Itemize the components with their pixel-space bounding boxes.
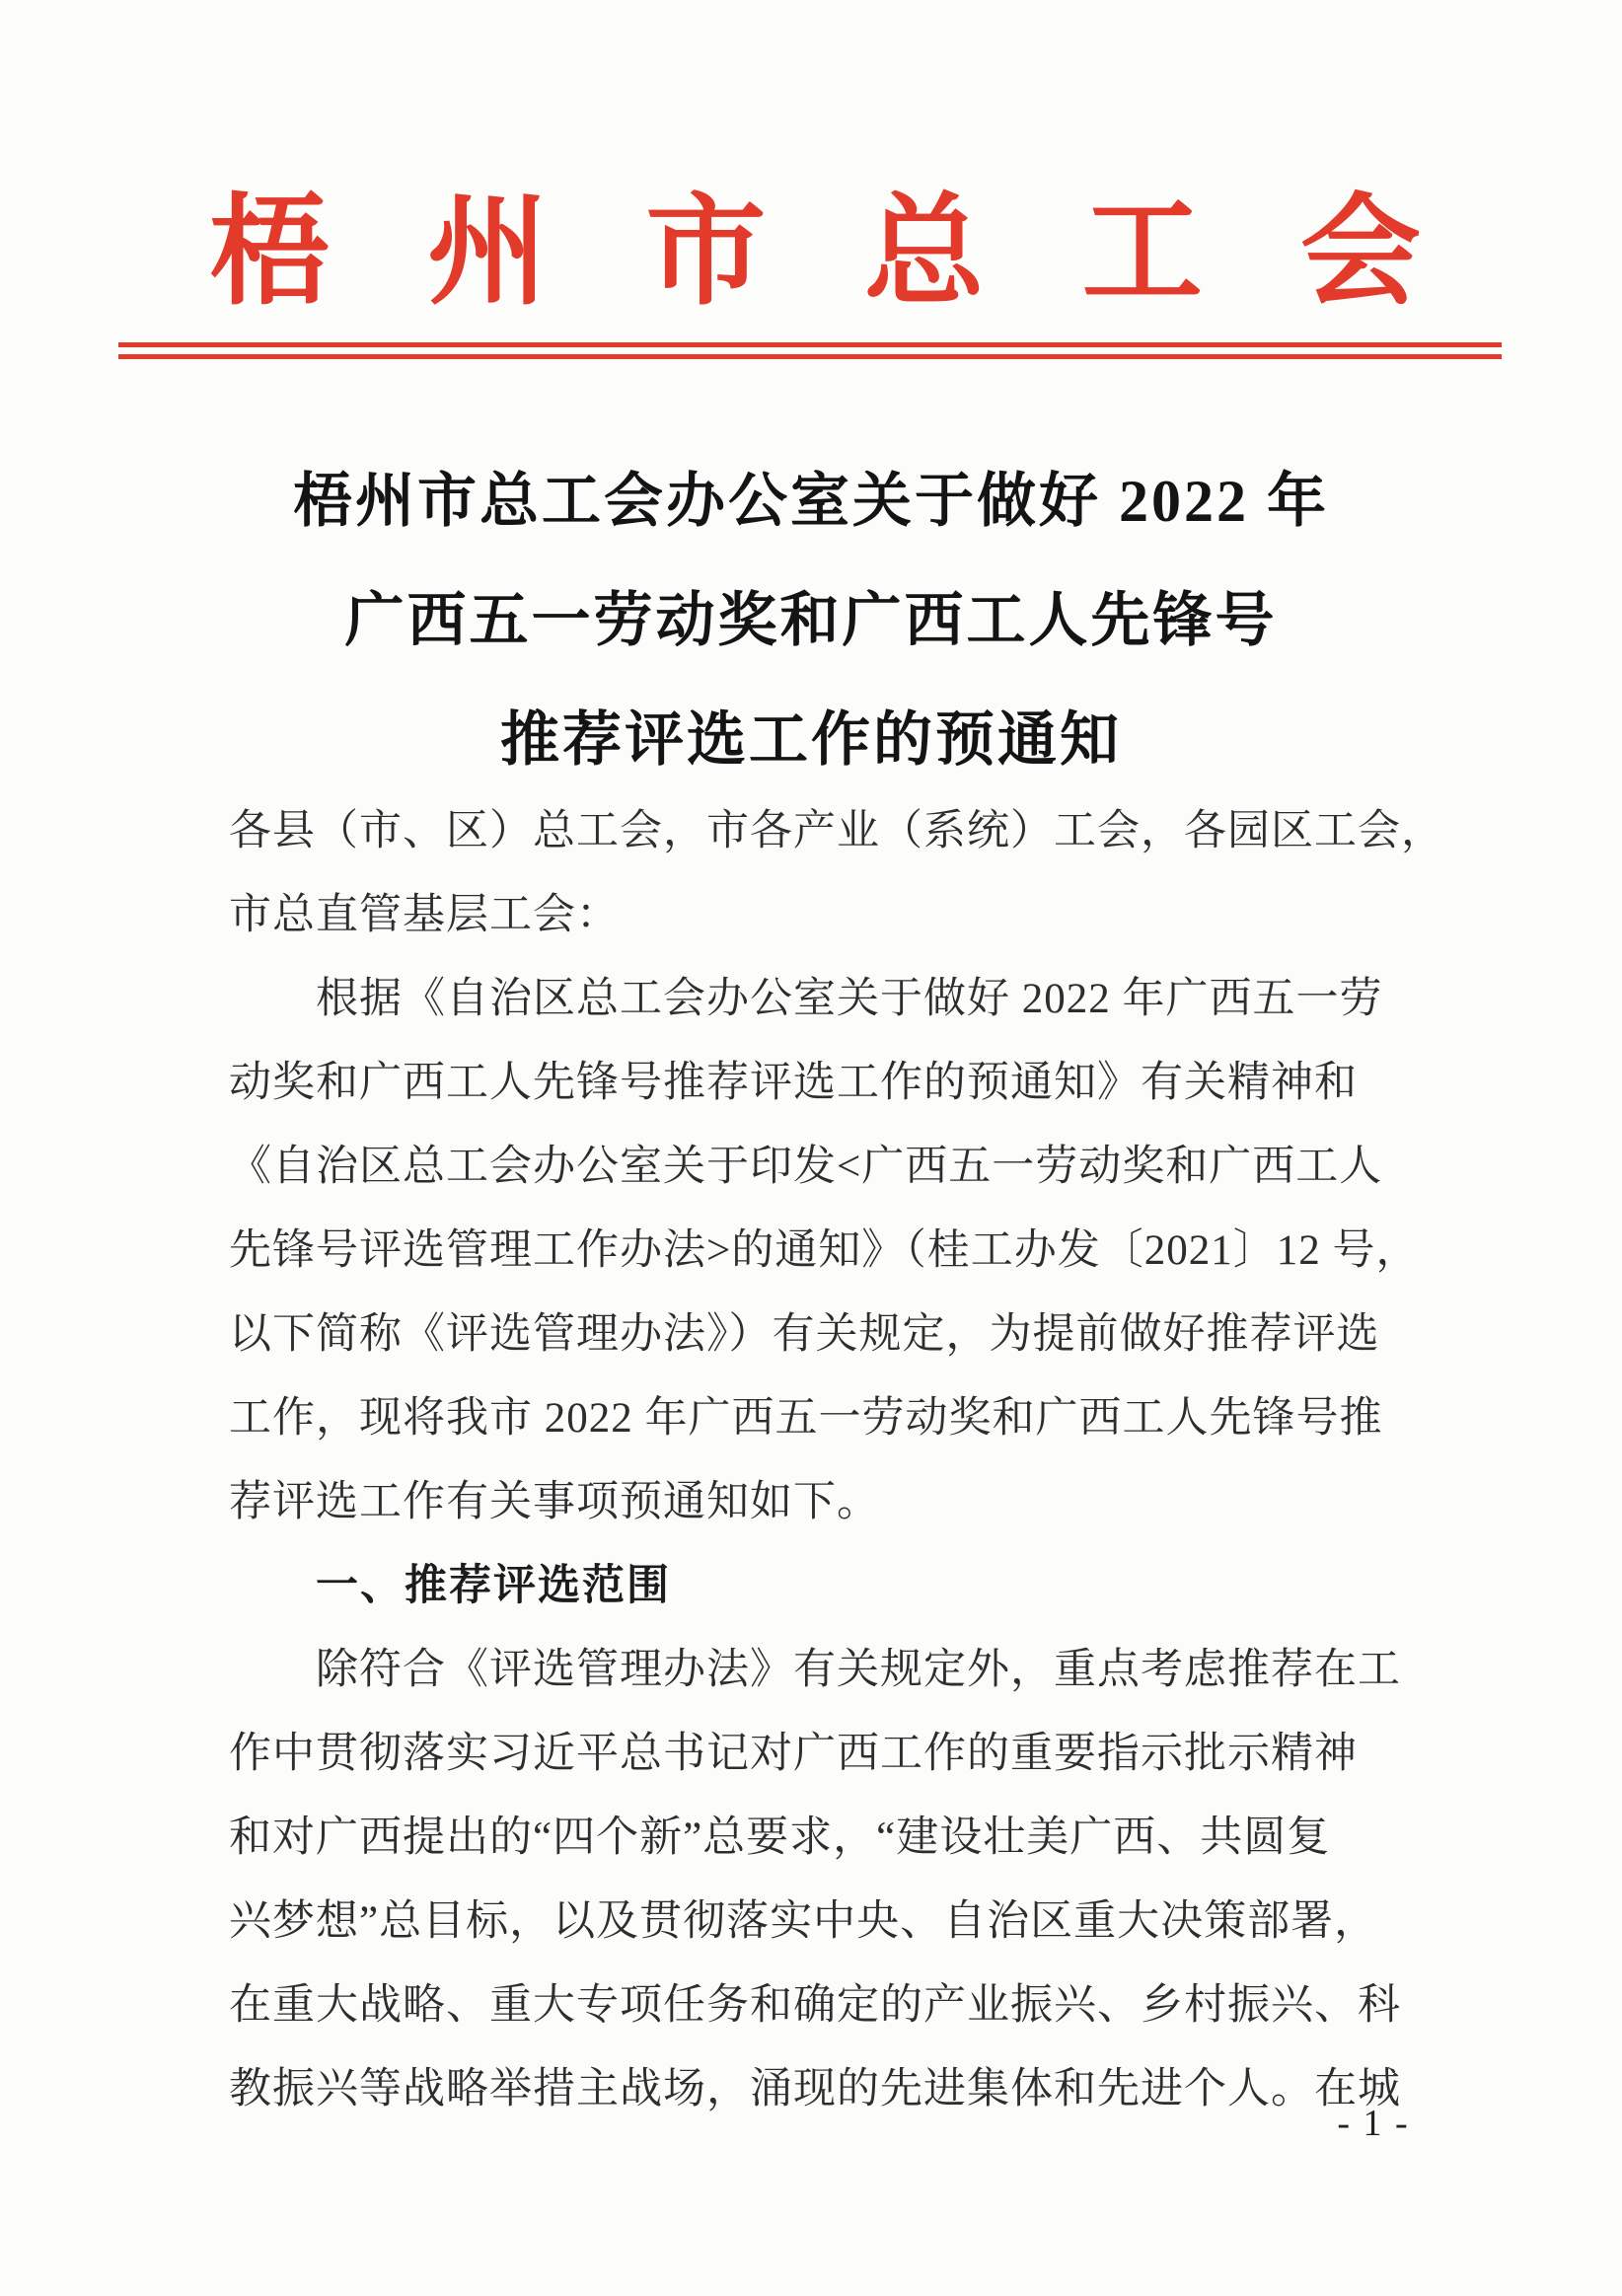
body-line: 荐评选工作有关事项预通知如下。 [229, 1479, 880, 1525]
body-line: 教振兴等战略举措主战场，涌现的先进集体和先进个人。在城 [229, 2066, 1401, 2112]
org-header-char: 总 [863, 186, 985, 320]
body-line: 和对广西提出的“四个新”总要求，“建设壮美广西、共圆复 [229, 1815, 1331, 1861]
org-header-char: 会 [1299, 186, 1421, 320]
body-line: 工作，现将我市 2022 年广西五一劳动奖和广西工人先锋号推 [229, 1395, 1383, 1442]
salutation-line: 市总直管基层工会： [229, 892, 620, 938]
org-header-char: 工 [1081, 186, 1203, 320]
document-body [229, 789, 1444, 2131]
document-title [0, 442, 1622, 800]
section-heading: 一、推荐评选范围 [316, 1562, 671, 1609]
salutation-line: 各县（市、区）总工会，市各产业（系统）工会，各园区工会， [229, 808, 1444, 854]
body-line: 在重大战略、重大专项任务和确定的产业振兴、乡村振兴、科 [229, 1982, 1401, 2029]
body-line: 以下简称《评选管理办法》）有关规定，为提前做好推荐评选 [229, 1311, 1380, 1358]
title-line: 梧州市总工会办公室关于做好 2022 年 [293, 469, 1329, 534]
body-line: 《自治区总工会办公室关于印发<广西五一劳动奖和广西工人 [229, 1144, 1383, 1190]
body-line: 作中贯彻落实习近平总书记对广西工作的重要指示批示精神 [229, 1731, 1358, 1777]
body-line: 动奖和广西工人先锋号推荐评选工作的预通知》有关精神和 [229, 1060, 1358, 1106]
title-line: 广西五一劳动奖和广西工人先锋号 [344, 588, 1278, 653]
org-header-char: 州 [427, 186, 549, 320]
org-header [209, 186, 1421, 320]
body-line: 除符合《评选管理办法》有关规定外，重点考虑推荐在工 [316, 1647, 1401, 1693]
body-line: 兴梦想”总目标，以及贯彻落实中央、自治区重大决策部署， [229, 1898, 1378, 1945]
org-header-char: 梧 [209, 186, 330, 320]
title-line: 推荐评选工作的预通知 [500, 707, 1122, 773]
body-line: 先锋号评选管理工作办法>的通知》（桂工办发〔2021〕12 号， [229, 1227, 1420, 1274]
page-number: - 1 - [1337, 2103, 1410, 2144]
double-red-rule [118, 342, 1502, 359]
body-line: 根据《自治区总工会办公室关于做好 2022 年广西五一劳 [316, 976, 1383, 1022]
org-header-char: 市 [645, 186, 767, 320]
